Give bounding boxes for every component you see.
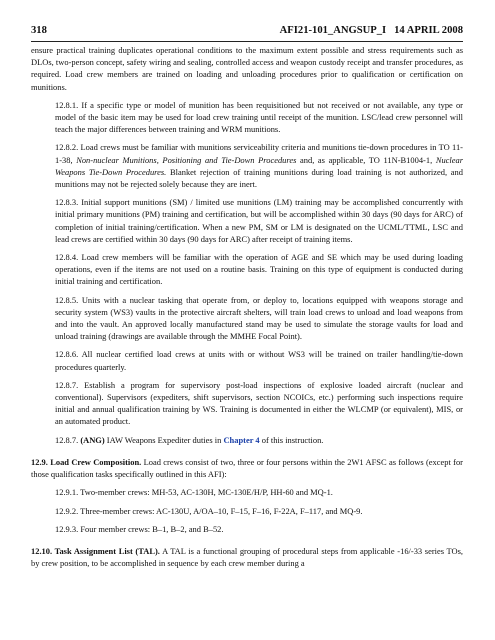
section-12-10 [31, 545, 463, 569]
paragraph-12-8-5: 12.8.5. Units with a nuclear tasking that operate from, or deploy to, locations equipped with weapons storage and security system (WS3) vaults in the protective aircraft shelters, will train load crews to unload and load weapons from and into the vault. An approved locally manufactured stand may be used to simulate the storage vaults for load and unload training (drawings are available through the MMHE Focal Point). [55, 294, 463, 342]
p12-8-2-text-c: and, as applicable, TO 11N-B1004-1, [296, 154, 436, 165]
p12-8-7-ang-end: of this instruction. [259, 434, 324, 445]
header-rule [31, 41, 463, 42]
chapter-4-link[interactable]: Chapter 4 [223, 434, 260, 445]
paragraph-12-8-7-ang [55, 434, 463, 446]
page-number: 318 [31, 25, 47, 36]
paragraph-12-9-1: 12.9.1. Two-member crews: MH-53, AC-130H, MC-130E/H/P, HH-60 and MQ-1. [55, 487, 333, 498]
section-12-10-text: A TAL is a functional grouping of procedural steps from applicable -16/-33 series TOs, by crew position, to be accomplished in sequence by each crew member during a [31, 545, 463, 569]
paragraph-12-9-2: 12.9.2. Three-member crews: AC-130U, A/OA–10, F–15, F–16, F-22A, F–117, and MQ-9. [55, 505, 363, 516]
p12-8-2-text-a: 12.8.2. Load crews must be familiar with munitions serviceability criteria and munitions tie-down procedures in TO 11-1-38, [55, 142, 463, 165]
p12-8-2-title-b: Non-nuclear Munitions, Positioning and Tie-Down Procedures [76, 154, 297, 165]
section-12-10-heading: 12.10. Task Assignment List (TAL). [31, 545, 160, 556]
p12-8-2-text-e: Blanket rejection of training munitions during load training is not authorized, and munitions may not be rejected solely because they are inert. [55, 166, 463, 190]
paragraph-12-8-2 [55, 141, 463, 190]
p12-8-7-ang-text: IAW Weapons Expediter duties in [104, 434, 224, 445]
document-body [31, 44, 463, 575]
p12-8-7-ang-number: 12.8.7. [55, 434, 79, 445]
section-12-9-heading: 12.9. Load Crew Composition. [31, 456, 142, 467]
ang-tag: (ANG) [80, 434, 105, 445]
section-12-9-text: Load crews consist of two, three or four persons within the 2W1 AFSC as follows (except for those qualification tasks specifically outlined in this AFI): [31, 456, 463, 480]
paragraph-12-9-3: 12.9.3. Four member crews: B–1, B–2, and B–52. [55, 523, 224, 534]
section-12-9 [31, 456, 463, 480]
document-reference: AFI21-101_ANGSUP_I 14 APRIL 2008 [279, 25, 463, 36]
paragraph-12-8-7: 12.8.7. Establish a program for supervisory post-load inspections of explosive loaded aircraft (nuclear and conventional). Supervisors (expediters, shift supervisors, section NCOICs, etc.) performing such inspections require initial and annual qualification training by WS. Training is documented in either the WLCMP (or equivalent), MIS, or an automated product. [55, 379, 463, 427]
paragraph-12-8-3: 12.8.3. Initial support munitions (SM) / limited use munitions (LM) training may be accomplished concurrently with initial primary munitions (PM) training and certification, but will be accomplished within 30 days (90 days for ARC) of completion of initial training/certification. When a new PM, SM or LM is designated on the UCML/TTML, LSC and lead crews are certified within 30 days (90 days for ARC) after receipt of training items. [55, 197, 463, 244]
paragraph-12-8-1: 12.8.1. If a specific type or model of munition has been requisitioned but not received or not available, any type or model of the basic item may be used for load crew training until receipt of the munition. LSC/lead crew personnel will teach the major differences between training and WRM munitions. [55, 99, 463, 135]
paragraph-12-8-4: 12.8.4. Load crew members will be familiar with the operation of AGE and SE which may be used during loading operations, even if the items are not used on a routine basis. Training on this type of equipment is conducted during initial training and certification. [55, 252, 463, 287]
p12-8-2-title-d: Nuclear Weapons Tie-Down Procedures. [55, 154, 463, 177]
intro-paragraph: ensure practical training duplicates operational conditions to the maximum extent possible and stress requirements such as DLOs, two-person concept, safety wiring and sealing, controlled access and weapon custody receipt and transfer procedures, as required. Load crew members are trained on loading and unloading procedures prior to qualification or certification on munitions. [31, 45, 463, 92]
paragraph-12-8-6: 12.8.6. All nuclear certified load crews at units with or without WS3 will be trained on trailer handling/tie-down procedures quarterly. [55, 349, 463, 372]
